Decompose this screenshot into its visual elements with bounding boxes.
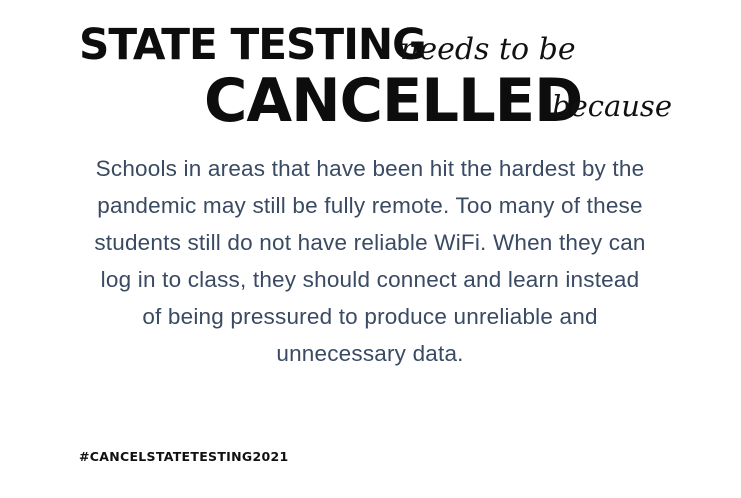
headline-needs-to-be: needs to be [400, 32, 576, 67]
headline-because: because [552, 89, 672, 123]
headline-cancelled: CANCELLED [204, 66, 583, 136]
headline-state-testing: STATE TESTING [79, 20, 426, 70]
headline [0, 0, 741, 140]
body-paragraph: Schools in areas that have been hit the hardest by the pandemic may still be fully remote. Too many of these students still do not have reliable WiFi. When they can log in to class, they should connect and learn instead of being pressured to produce unreliable and unnecessary data. [94, 156, 646, 366]
hashtag: #CANCELSTATETESTING2021 [79, 449, 289, 464]
